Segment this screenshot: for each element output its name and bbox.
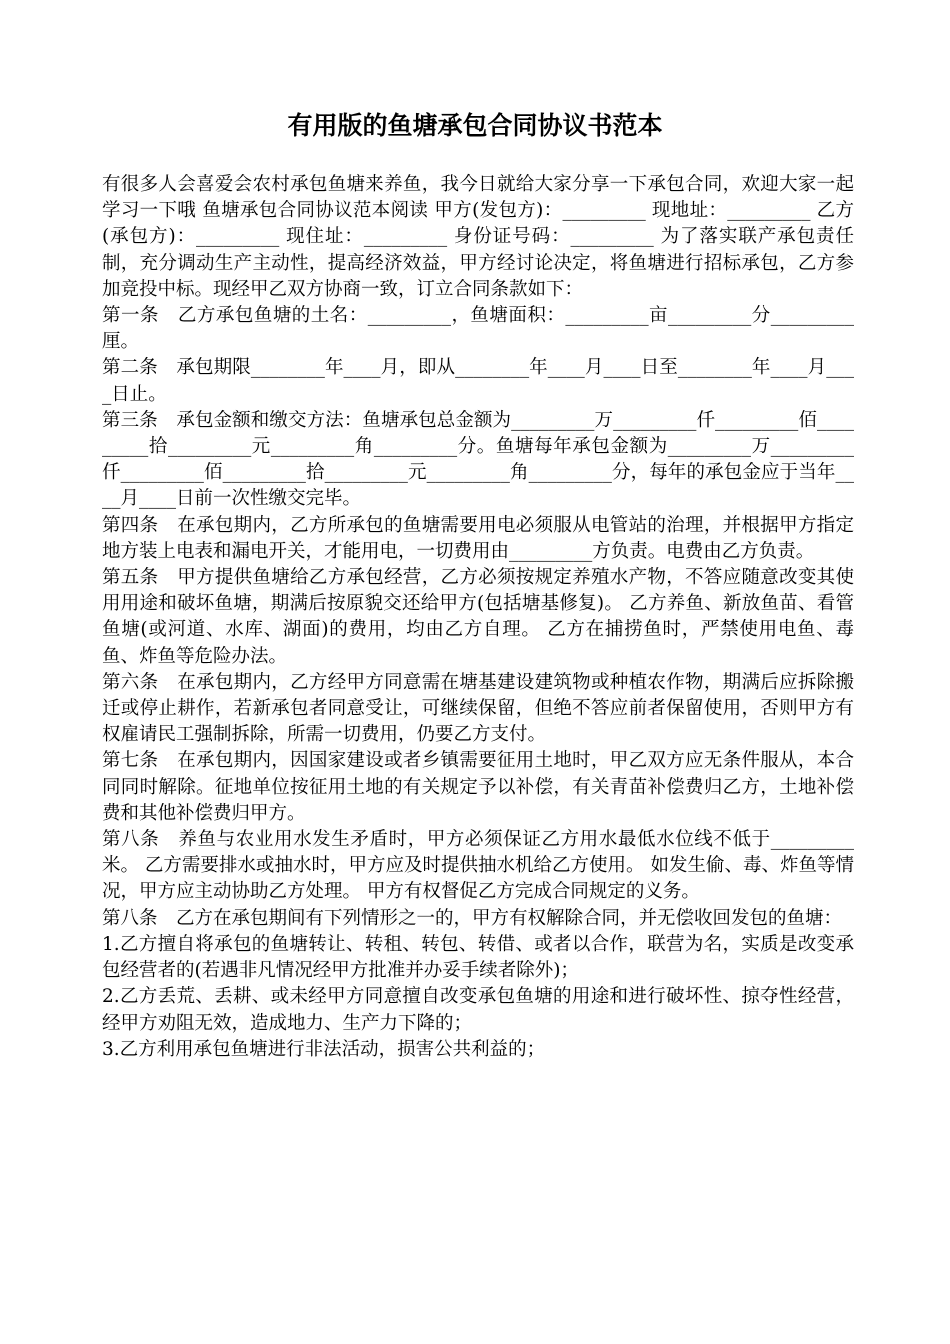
article-7: 第七条 在承包期内，因国家建设或者乡镇需要征用土地时，甲乙双方应无条件服从，本合同同时解除。征地单位按征用土地的有关规定予以补偿，有关青苗补偿费归乙方，土地补偿费和其他补偿费归甲方。 — [102, 750, 854, 824]
document-body — [102, 172, 854, 1063]
document-title: 有用版的鱼塘承包合同协议书范本 — [287, 111, 663, 140]
list-item-2: 2.乙方丢荒、丢耕、或未经甲方同意擅自改变承包鱼塘的用途和进行破坏性、掠夺性经营，经甲方劝阻无效，造成地力、生产力下降的； — [102, 986, 854, 1034]
article-4: 第四条 在承包期内，乙方所承包的鱼塘需要用电必须服从电管站的治理，并根据甲方指定地方装上电表和漏电开关，才能用电，一切费用由_________方负责。电费由乙方负责。 — [102, 514, 854, 562]
intro-paragraph: 有很多人会喜爱会农村承包鱼塘来养鱼，我今日就给大家分享一下承包合同，欢迎大家一起学习一下哦 鱼塘承包合同协议范本阅读 甲方(发包方)：_________ 现地址：_________ 乙方(承包方)：_________ 现住址：_________ 身份证号码：_________ 为了落实联产承包责任制，充分调动生产主动性，提高经济效益，甲方经讨论决定，将鱼塘进行招标承包，乙方参加竞投中标。现经甲乙双方协商一致，订立合同条款如下： — [102, 174, 854, 300]
article-1: 第一条 乙方承包鱼塘的土名：_________，鱼塘面积：_________亩_________分_________厘。 — [102, 305, 854, 353]
list-item-3: 3.乙方利用承包鱼塘进行非法活动，损害公共利益的； — [102, 1038, 546, 1060]
article-3: 第三条 承包金额和缴交方法：鱼塘承包总金额为_________万_________仟_________佰_________拾_________元_________角_________分。鱼塘每年承包金额为_________万_________仟_________佰_________拾_________元_________角_________分，每年的承包金应于当年____月____日前一次性缴交完毕。 — [102, 409, 854, 510]
article-2: 第二条 承包期限________年____月，即从________年____月____日至________年____月____日止。 — [102, 357, 854, 405]
article-5: 第五条 甲方提供鱼塘给乙方承包经营，乙方必须按规定养殖水产物，不答应随意改变其使用用途和破坏鱼塘，期满后按原貌交还给甲方(包括塘基修复)。 乙方养鱼、新放鱼苗、看管鱼塘(或河道、水库、湖面)的费用，均由乙方自理。 乙方在捕捞鱼时，严禁使用电鱼、毒鱼、炸鱼等危险办法。 — [102, 567, 854, 667]
article-6: 第六条 在承包期内，乙方经甲方同意需在塘基建设建筑物或种植农作物，期满后应拆除搬迁或停止耕作，若新承包者同意受让，可继续保留，但绝不答应前者保留使用，否则甲方有权雇请民工强制拆除，所需一切费用，仍要乙方支付。 — [102, 671, 854, 746]
article-8-termination: 第八条 乙方在承包期间有下列情形之一的，甲方有权解除合同，并无偿收回发包的鱼塘： — [102, 907, 843, 929]
list-item-1: 1.乙方擅自将承包的鱼塘转让、转租、转包、转借、或者以合作，联营为名，实质是改变承包经营者的(若遇非凡情况经甲方批准并办妥手续者除外)； — [102, 933, 854, 982]
article-8: 第八条 养鱼与农业用水发生矛盾时，甲方必须保证乙方用水最低水位线不低于_________米。 乙方需要排水或抽水时，甲方应及时提供抽水机给乙方使用。 如发生偷、毒、炸鱼等情况，甲方应主动协助乙方处理。 甲方有权督促乙方完成合同规定的义务。 — [102, 829, 854, 903]
